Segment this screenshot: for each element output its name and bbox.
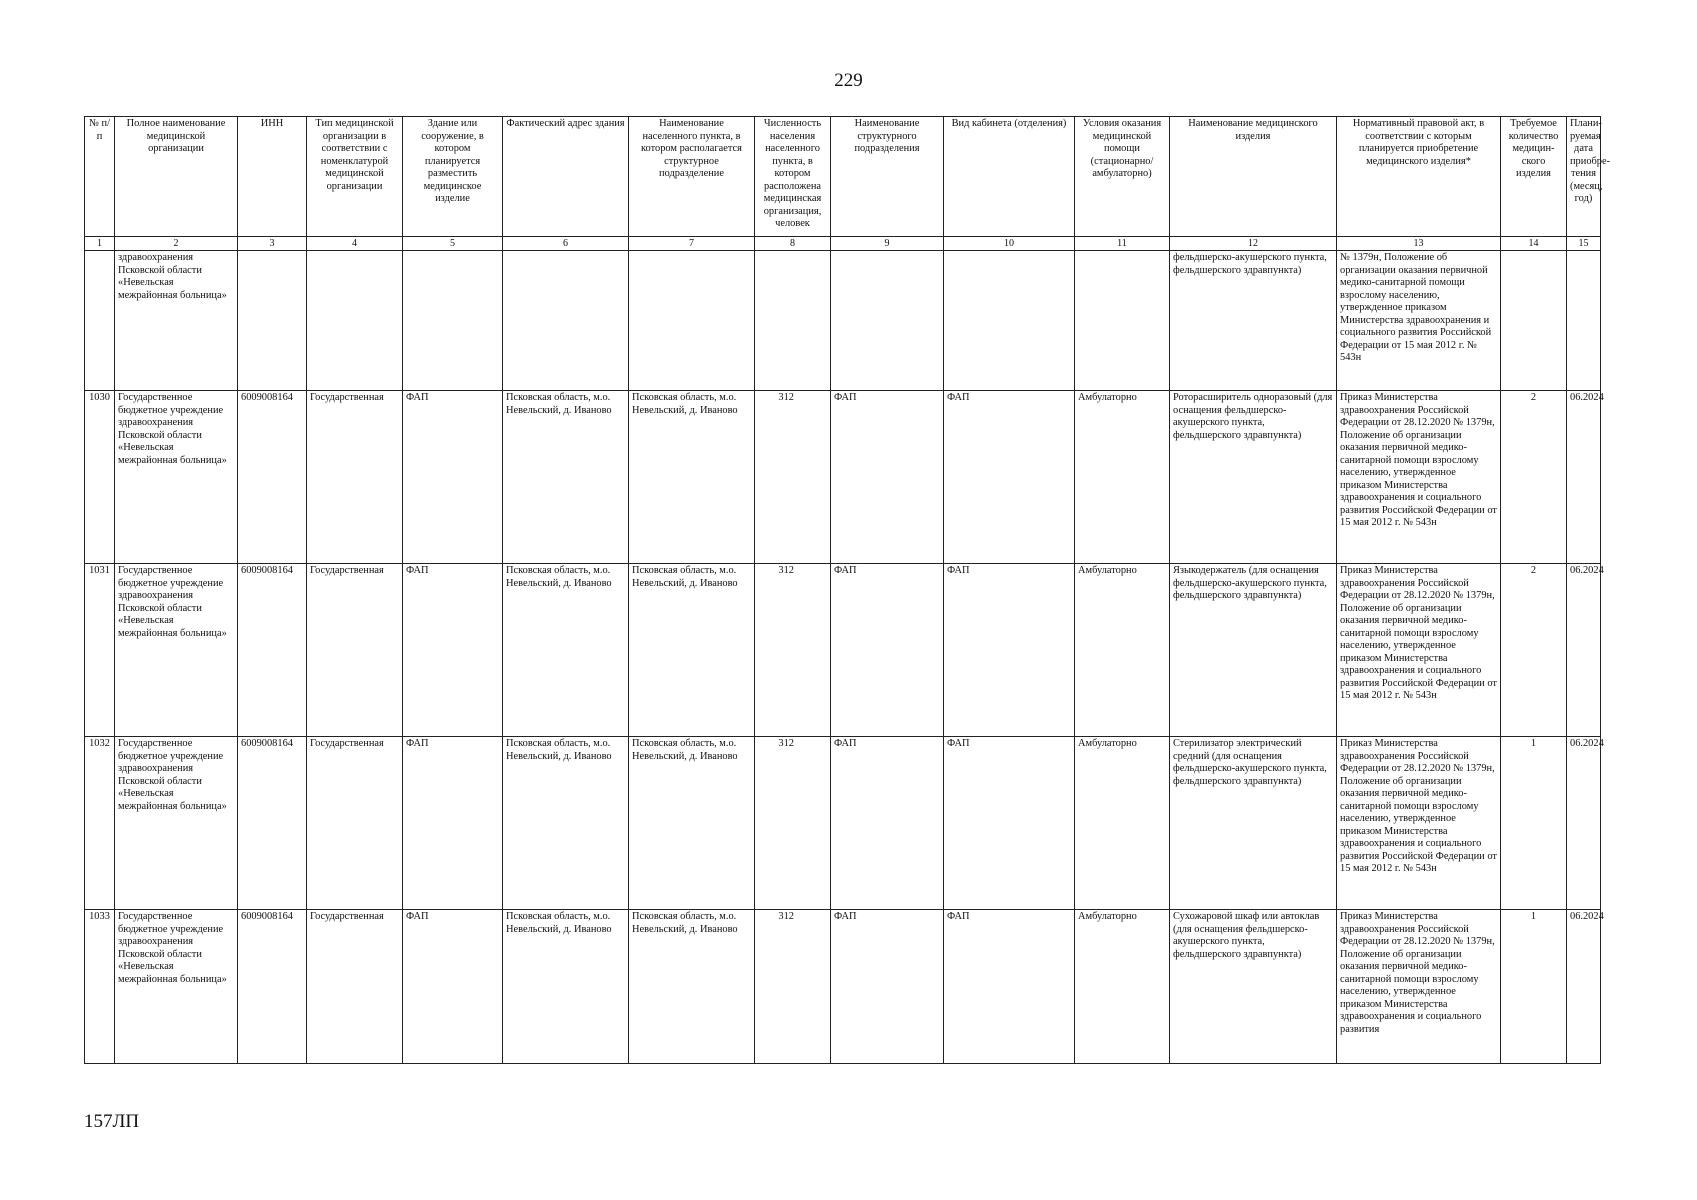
cell-population: 312 — [755, 910, 831, 1064]
header-cell: Численность населения населенного пункта, в котором расположена медицинская организация, человек — [755, 117, 831, 237]
cell-unit: ФАП — [831, 737, 944, 910]
column-number: 6 — [503, 237, 629, 251]
cell-building: ФАП — [403, 737, 503, 910]
header-row — [85, 117, 1601, 237]
header-cell: Наименование медицинского изделия — [1170, 117, 1337, 237]
column-number: 1 — [85, 237, 115, 251]
cell-population: 312 — [755, 391, 831, 564]
cell-empty — [307, 251, 403, 391]
cell-date: 06.2024 — [1567, 564, 1601, 737]
cell-building: ФАП — [403, 910, 503, 1064]
cell-cabinet: ФАП — [944, 737, 1075, 910]
table-row — [85, 910, 1601, 1064]
cell-unit: ФАП — [831, 564, 944, 737]
cell-device: Сухожаровой шкаф или автоклав (для оснащения фельдшерско-акушерского пункта, фельдшерского здравпункта) — [1170, 910, 1337, 1064]
cell-law: Приказ Министерства здравоохранения Российской Федерации от 28.12.2020 № 1379н, Положение об организации оказания первичной медико-санитарной помощи взрослому населению, утвержденное приказом Министерства здравоохранения и социального развития Российской Федерации от 15 мая 2012 г. № 543н — [1337, 564, 1501, 737]
cell-address: Псковская область, м.о. Невельский, д. Иваново — [503, 391, 629, 564]
header-cell: Наименование населенного пункта, в котором располагается структурное подразделение — [629, 117, 755, 237]
cell-org: Государственное бюджетное учреждение здравоохранения Псковской области «Невельская межрайонная больница» — [115, 564, 238, 737]
column-number: 8 — [755, 237, 831, 251]
column-number: 9 — [831, 237, 944, 251]
cell-empty — [503, 251, 629, 391]
cell-settlement: Псковская область, м.о. Невельский, д. Иваново — [629, 391, 755, 564]
cell-building: ФАП — [403, 391, 503, 564]
cell-empty — [403, 251, 503, 391]
cell-address: Псковская область, м.о. Невельский, д. Иваново — [503, 737, 629, 910]
column-number: 7 — [629, 237, 755, 251]
cell-inn: 6009008164 — [238, 391, 307, 564]
cell-unit: ФАП — [831, 391, 944, 564]
cell-law: Приказ Министерства здравоохранения Российской Федерации от 28.12.2020 № 1379н, Положение об организации оказания первичной медико-санитарной помощи взрослому населению, утвержденное приказом Министерства здравоохранения и социального развития — [1337, 910, 1501, 1064]
cell-number: 1030 — [85, 391, 115, 564]
cell-law: Приказ Министерства здравоохранения Российской Федерации от 28.12.2020 № 1379н, Положение об организации оказания первичной медико-санитарной помощи взрослому населению, утвержденное приказом Министерства здравоохранения и социального развития Российской Федерации от 15 мая 2012 г. № 543н — [1337, 737, 1501, 910]
header-cell: Условия оказания медицинской помощи (стационарно/ амбулаторно) — [1075, 117, 1170, 237]
cell-empty — [85, 251, 115, 391]
table-row — [85, 391, 1601, 564]
cell-number: 1031 — [85, 564, 115, 737]
cell-empty — [1075, 251, 1170, 391]
cell-empty — [1501, 251, 1567, 391]
table-row — [85, 564, 1601, 737]
page-number: 229 — [834, 70, 863, 91]
cell-conditions: Амбулаторно — [1075, 391, 1170, 564]
cell-device: Языкодержатель (для оснащения фельдшерско-акушерского пункта, фельдшерского здравпункта) — [1170, 564, 1337, 737]
header-cell: Полное наименование медицинской организации — [115, 117, 238, 237]
cell-date: 06.2024 — [1567, 737, 1601, 910]
header-cell: Нормативный правовой акт, в соответствии с которым планируется приобретение медицинского изделия* — [1337, 117, 1501, 237]
cell-empty — [831, 251, 944, 391]
cell-org: Государственное бюджетное учреждение здравоохранения Псковской области «Невельская межрайонная больница» — [115, 737, 238, 910]
cell-cabinet: ФАП — [944, 391, 1075, 564]
cell-address: Псковская область, м.о. Невельский, д. Иваново — [503, 910, 629, 1064]
column-number: 12 — [1170, 237, 1337, 251]
cell-type: Государственная — [307, 564, 403, 737]
header-cell: Требуемое количество медицин-ского изделия — [1501, 117, 1567, 237]
cell-conditions: Амбулаторно — [1075, 564, 1170, 737]
cell-org: Государственное бюджетное учреждение здравоохранения Псковской области «Невельская межрайонная больница» — [115, 391, 238, 564]
cell-quantity: 2 — [1501, 564, 1567, 737]
header-cell: Плани-руемая дата приобре-тения (месяц, год) — [1567, 117, 1601, 237]
column-number: 5 — [403, 237, 503, 251]
cell-inn: 6009008164 — [238, 564, 307, 737]
header-cell: Вид кабинета (отделения) — [944, 117, 1075, 237]
cell-address: Псковская область, м.о. Невельский, д. Иваново — [503, 564, 629, 737]
cell-settlement: Псковская область, м.о. Невельский, д. Иваново — [629, 564, 755, 737]
cell-device: фельдшерско-акушерского пункта, фельдшерского здравпункта) — [1170, 251, 1337, 391]
cell-number: 1032 — [85, 737, 115, 910]
cell-empty — [1567, 251, 1601, 391]
cell-unit: ФАП — [831, 910, 944, 1064]
cell-empty — [629, 251, 755, 391]
column-number-row — [85, 237, 1601, 251]
header-cell: Здание или сооружение, в котором планируется разместить медицинское изделие — [403, 117, 503, 237]
header-cell: Фактический адрес здания — [503, 117, 629, 237]
cell-population: 312 — [755, 564, 831, 737]
cell-org: Государственное бюджетное учреждение здравоохранения Псковской области «Невельская межрайонная больница» — [115, 910, 238, 1064]
cell-empty — [944, 251, 1075, 391]
column-number: 2 — [115, 237, 238, 251]
cell-date: 06.2024 — [1567, 910, 1601, 1064]
cell-empty — [755, 251, 831, 391]
header-cell: ИНН — [238, 117, 307, 237]
cell-settlement: Псковская область, м.о. Невельский, д. Иваново — [629, 737, 755, 910]
header-cell: Тип медицинской организации в соответствии с номенклатурой медицинской организации — [307, 117, 403, 237]
cell-device: Роторасширитель одноразовый (для оснащения фельдшерско-акушерского пункта, фельдшерского здравпункта) — [1170, 391, 1337, 564]
cell-inn: 6009008164 — [238, 910, 307, 1064]
column-number: 4 — [307, 237, 403, 251]
cell-law: № 1379н, Положение об организации оказания первичной медико-санитарной помощи взрослому населению, утвержденное приказом Министерства здравоохранения и социального развития Российской Федерации от 15 мая 2012 г. № 543н — [1337, 251, 1501, 391]
column-number: 14 — [1501, 237, 1567, 251]
cell-building: ФАП — [403, 564, 503, 737]
cell-population: 312 — [755, 737, 831, 910]
cell-type: Государственная — [307, 391, 403, 564]
cell-quantity: 2 — [1501, 391, 1567, 564]
cell-settlement: Псковская область, м.о. Невельский, д. Иваново — [629, 910, 755, 1064]
cell-conditions: Амбулаторно — [1075, 737, 1170, 910]
cell-empty — [238, 251, 307, 391]
column-number: 13 — [1337, 237, 1501, 251]
equipment-table — [84, 116, 1611, 1064]
cell-law: Приказ Министерства здравоохранения Российской Федерации от 28.12.2020 № 1379н, Положение об организации оказания первичной медико-санитарной помощи взрослому населению, утвержденное приказом Министерства здравоохранения и социального развития Российской Федерации от 15 мая 2012 г. № 543н — [1337, 391, 1501, 564]
cell-device: Стерилизатор электрический средний (для оснащения фельдшерско-акушерского пункта, фельдшерского здравпункта) — [1170, 737, 1337, 910]
footer-code: 157ЛП — [84, 1111, 140, 1132]
header-cell: Наименование структурного подразделения — [831, 117, 944, 237]
table-row — [85, 737, 1601, 910]
cell-cabinet: ФАП — [944, 910, 1075, 1064]
cell-quantity: 1 — [1501, 910, 1567, 1064]
cell-inn: 6009008164 — [238, 737, 307, 910]
cell-org: здравоохранения Псковской области «Невельская межрайонная больница» — [115, 251, 238, 391]
cell-conditions: Амбулаторно — [1075, 910, 1170, 1064]
column-number: 15 — [1567, 237, 1601, 251]
column-number: 11 — [1075, 237, 1170, 251]
header-cell: № п/п — [85, 117, 115, 237]
continuation-row — [85, 251, 1601, 391]
cell-type: Государственная — [307, 910, 403, 1064]
cell-date: 06.2024 — [1567, 391, 1601, 564]
cell-type: Государственная — [307, 737, 403, 910]
column-number: 3 — [238, 237, 307, 251]
cell-number: 1033 — [85, 910, 115, 1064]
cell-cabinet: ФАП — [944, 564, 1075, 737]
cell-quantity: 1 — [1501, 737, 1567, 910]
column-number: 10 — [944, 237, 1075, 251]
